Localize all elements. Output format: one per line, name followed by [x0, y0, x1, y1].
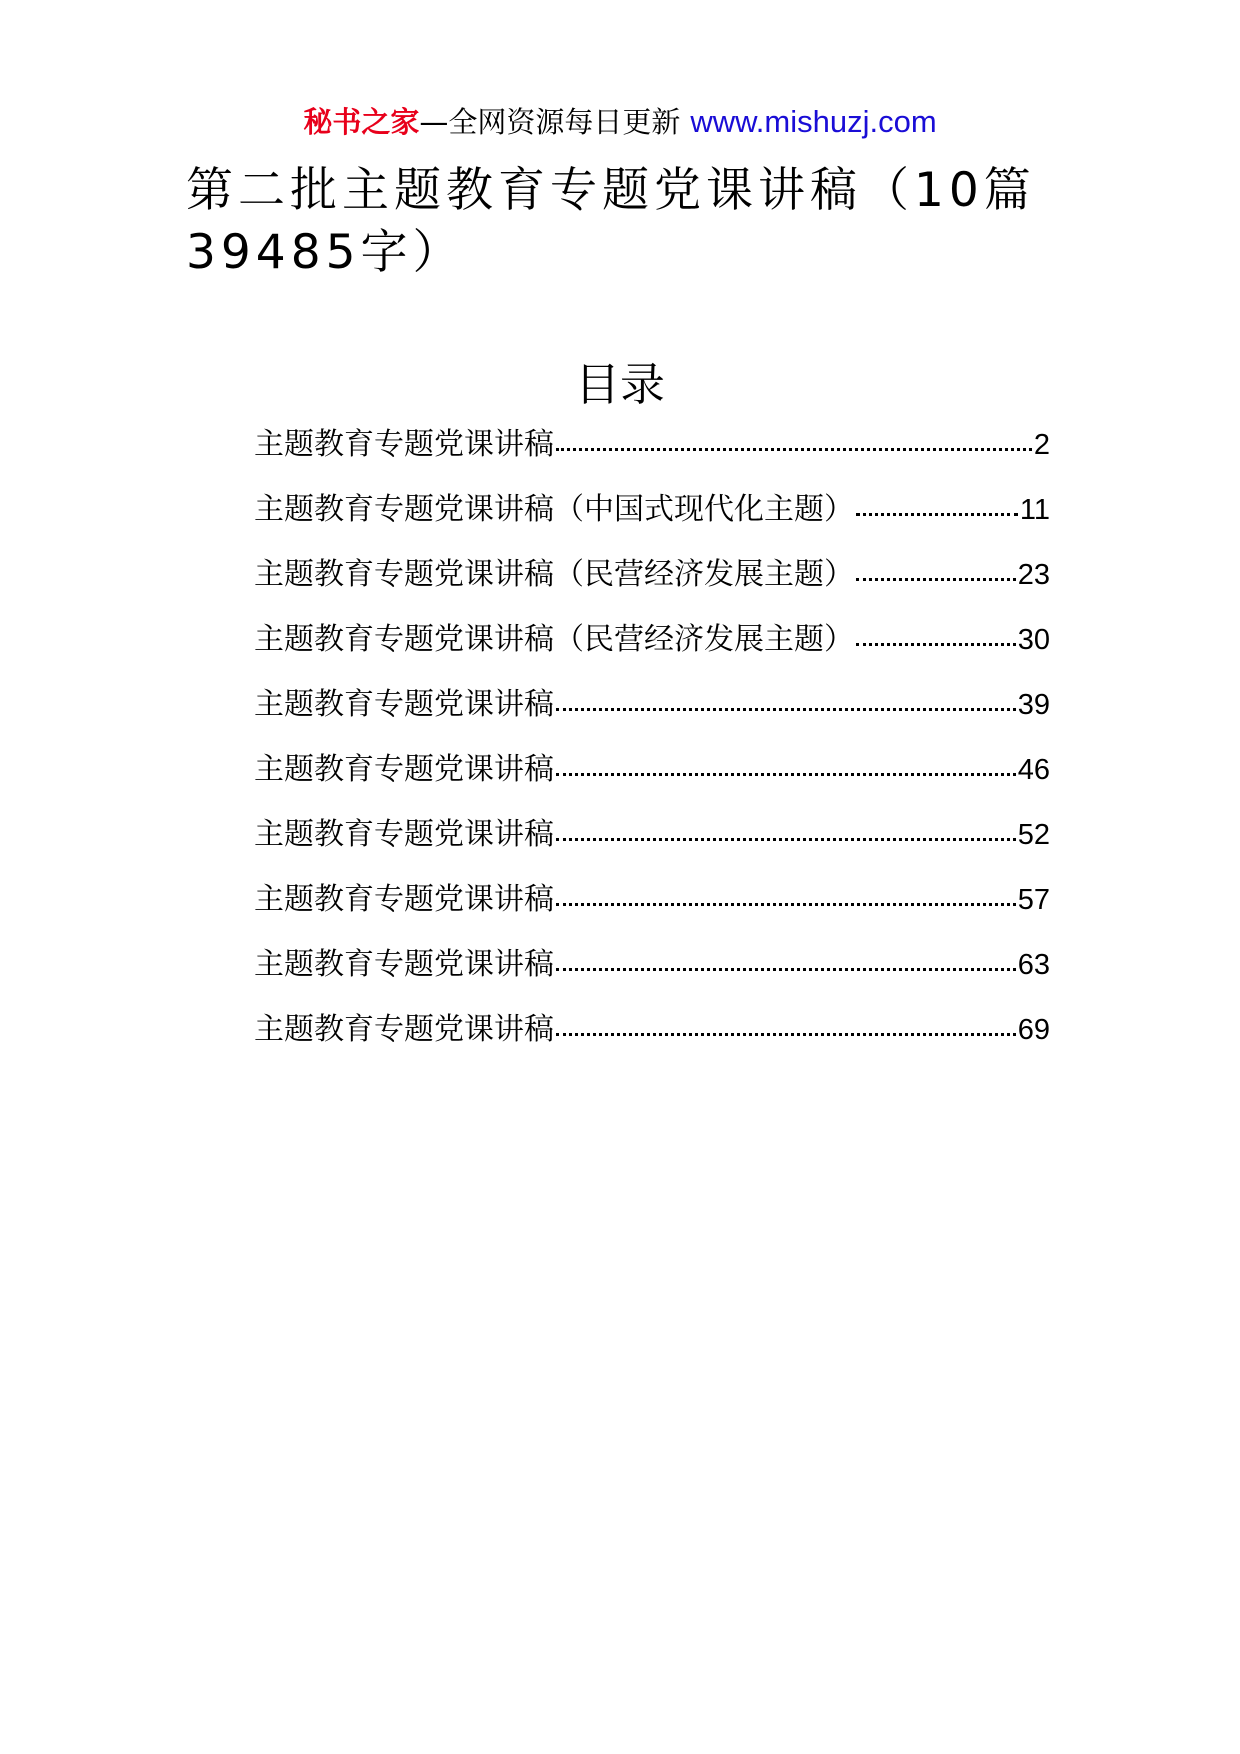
- toc-entry-title: 主题教育专题党课讲稿: [254, 427, 554, 462]
- toc-page-number: 57: [1017, 884, 1050, 916]
- toc-page-number: 52: [1017, 819, 1050, 851]
- toc-page-number: 30: [1017, 624, 1050, 656]
- toc-entry[interactable]: [254, 880, 1050, 945]
- toc-entry[interactable]: [254, 750, 1050, 815]
- toc-page-number: 23: [1017, 559, 1050, 591]
- document-title-line-2: 39485字）: [186, 225, 465, 280]
- document-title: [186, 160, 1056, 284]
- toc-entry-title: 主题教育专题党课讲稿: [254, 817, 554, 852]
- toc-entry-title: 主题教育专题党课讲稿: [254, 752, 554, 787]
- toc-entry-title: 主题教育专题党课讲稿: [254, 687, 554, 722]
- toc-dot-leader: [556, 1033, 1016, 1036]
- toc-page-number: 63: [1017, 949, 1050, 981]
- toc-dot-leader: [556, 968, 1016, 971]
- toc-entry[interactable]: [254, 555, 1050, 620]
- toc-entry-title: 主题教育专题党课讲稿: [254, 882, 554, 917]
- toc-dot-leader: [556, 448, 1032, 451]
- header-tagline: —全网资源每日更新: [419, 105, 681, 139]
- document-title-line-1: 第二批主题教育专题党课讲稿（10篇: [186, 163, 1036, 218]
- toc-entry[interactable]: [254, 1010, 1050, 1075]
- toc-page-number: 2: [1033, 429, 1050, 461]
- toc-entry[interactable]: [254, 490, 1050, 555]
- table-of-contents: [254, 425, 1050, 1075]
- toc-page-number: 11: [1019, 494, 1050, 526]
- toc-entry-title: 主题教育专题党课讲稿（民营经济发展主题）: [254, 557, 854, 592]
- toc-heading: 目录: [574, 358, 665, 411]
- site-header: [0, 102, 1240, 142]
- toc-entry[interactable]: [254, 620, 1050, 685]
- toc-page-number: 69: [1017, 1014, 1050, 1046]
- toc-dot-leader: [856, 643, 1016, 646]
- toc-entry[interactable]: [254, 815, 1050, 880]
- toc-entry-title: 主题教育专题党课讲稿（民营经济发展主题）: [254, 622, 854, 657]
- toc-dot-leader: [556, 903, 1016, 906]
- toc-dot-leader: [856, 578, 1016, 581]
- toc-dot-leader: [556, 773, 1016, 776]
- toc-entry[interactable]: [254, 425, 1050, 490]
- brand-name: 秘书之家: [303, 105, 420, 139]
- toc-entry-title: 主题教育专题党课讲稿（中国式现代化主题）: [254, 492, 854, 527]
- toc-dot-leader: [556, 708, 1016, 711]
- toc-entry-title: 主题教育专题党课讲稿: [254, 947, 554, 982]
- toc-dot-leader: [556, 838, 1016, 841]
- site-url-link[interactable]: www.mishuzj.com: [690, 104, 937, 139]
- toc-entry-title: 主题教育专题党课讲稿: [254, 1012, 554, 1047]
- toc-entry[interactable]: [254, 685, 1050, 750]
- toc-entry[interactable]: [254, 945, 1050, 1010]
- toc-page-number: 46: [1017, 754, 1050, 786]
- toc-page-number: 39: [1017, 689, 1050, 721]
- toc-dot-leader: [856, 513, 1018, 516]
